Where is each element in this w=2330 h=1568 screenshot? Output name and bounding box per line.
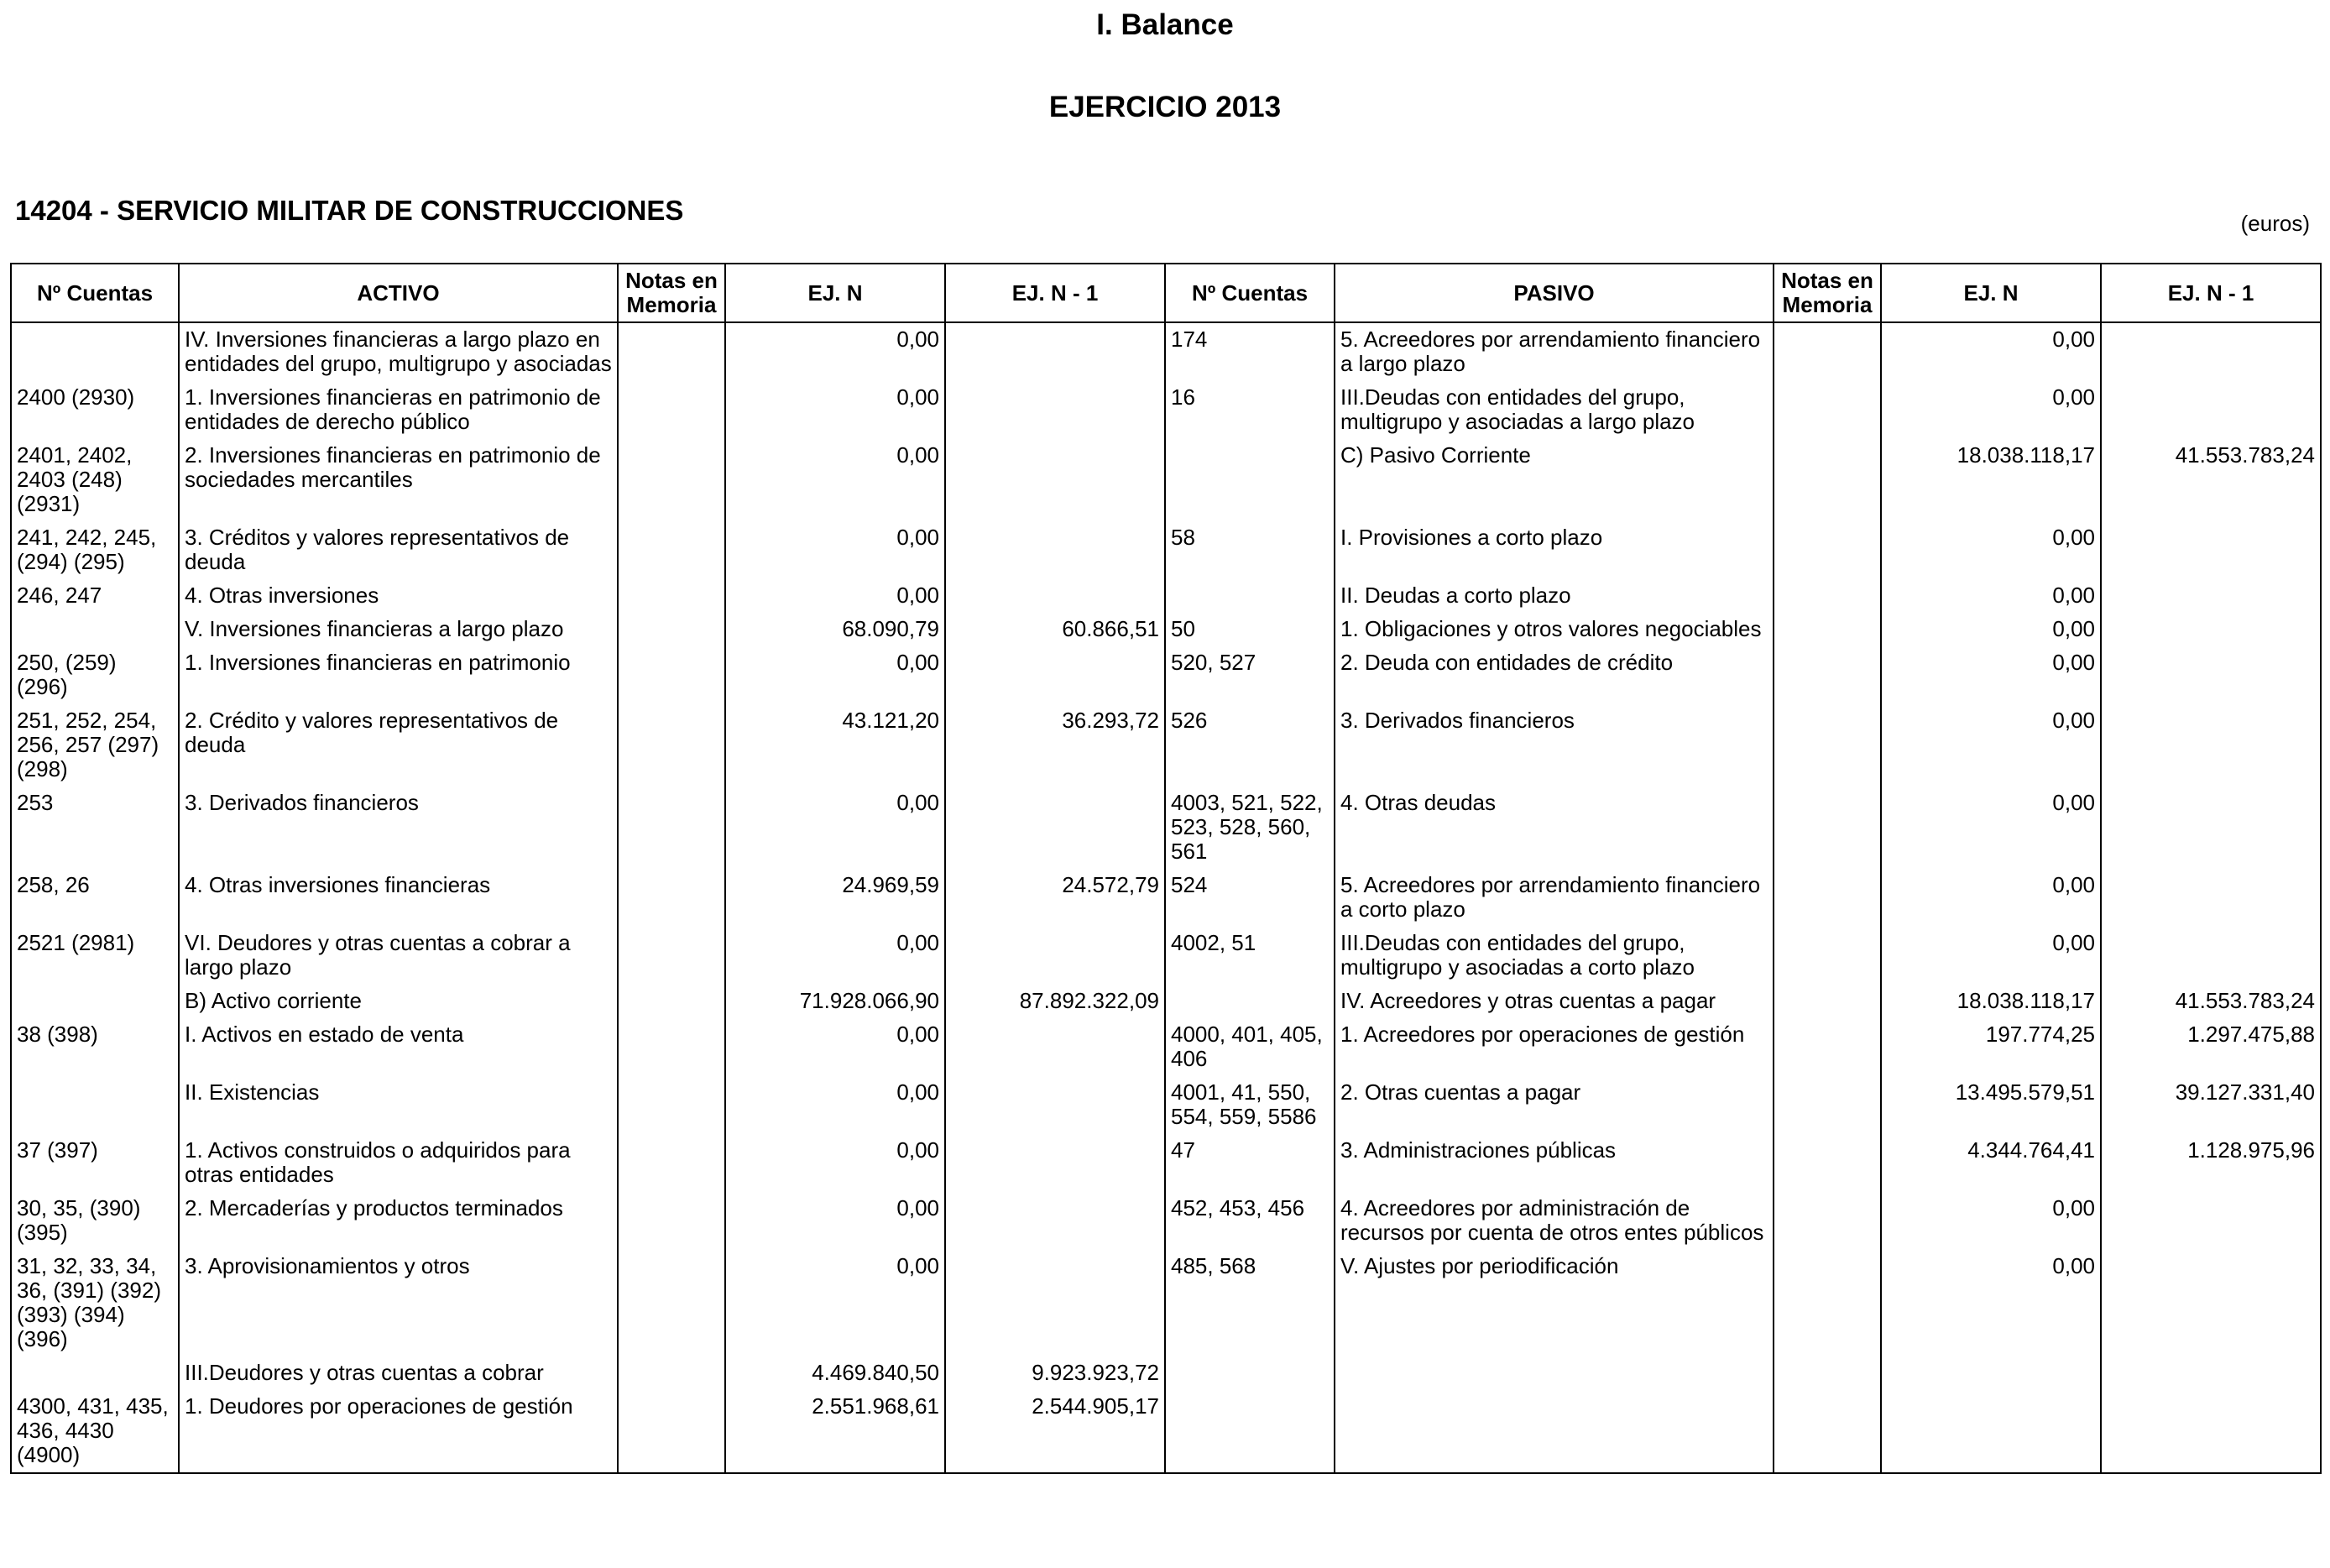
pasivo-ej-n1-cell: 41.553.783,24	[2101, 985, 2321, 1018]
table-row	[11, 613, 2321, 646]
activo-concepto-cell: 4. Otras inversiones financieras	[179, 869, 618, 927]
pasivo-notas-cell	[1774, 985, 1881, 1018]
activo-notas-cell	[618, 1134, 725, 1192]
pasivo-ej-n1-cell: 39.127.331,40	[2101, 1076, 2321, 1134]
activo-notas-cell	[618, 1390, 725, 1473]
pasivo-concepto-cell: 5. Acreedores por arrendamiento financiero a largo plazo	[1335, 322, 1774, 381]
activo-cuentas-cell: 31, 32, 33, 34, 36, (391) (392) (393) (394) (396)	[11, 1250, 179, 1356]
pasivo-cuentas-cell: 485, 568	[1165, 1250, 1335, 1356]
pasivo-ej-n-cell: 0,00	[1881, 1250, 2101, 1356]
pasivo-cuentas-cell: 520, 527	[1165, 646, 1335, 704]
activo-notas-cell	[618, 381, 725, 439]
activo-notas-cell	[618, 869, 725, 927]
activo-notas-cell	[618, 579, 725, 613]
activo-concepto-cell: IV. Inversiones financieras a largo plazo en entidades del grupo, multigrupo y asociadas	[179, 322, 618, 381]
document-title: I. Balance	[1096, 8, 1234, 41]
column-header: Notas en Memoria	[1774, 264, 1881, 322]
table-row	[11, 646, 2321, 704]
pasivo-ej-n1-cell	[2101, 322, 2321, 381]
activo-ej-n-cell: 0,00	[725, 381, 945, 439]
pasivo-ej-n1-cell	[2101, 869, 2321, 927]
activo-concepto-cell: 2. Mercaderías y productos terminados	[179, 1192, 618, 1250]
pasivo-ej-n1-cell: 41.553.783,24	[2101, 439, 2321, 521]
pasivo-concepto-cell: 5. Acreedores por arrendamiento financiero a corto plazo	[1335, 869, 1774, 927]
activo-ej-n1-cell	[945, 439, 1165, 521]
activo-ej-n-cell: 0,00	[725, 322, 945, 381]
pasivo-concepto-cell: 1. Acreedores por operaciones de gestión	[1335, 1018, 1774, 1076]
activo-cuentas-cell: 250, (259) (296)	[11, 646, 179, 704]
pasivo-ej-n1-cell	[2101, 579, 2321, 613]
pasivo-cuentas-cell	[1165, 439, 1335, 521]
activo-ej-n-cell: 4.469.840,50	[725, 1356, 945, 1390]
pasivo-ej-n-cell: 0,00	[1881, 787, 2101, 869]
pasivo-notas-cell	[1774, 1250, 1881, 1356]
activo-cuentas-cell: 2401, 2402, 2403 (248) (2931)	[11, 439, 179, 521]
pasivo-notas-cell	[1774, 1192, 1881, 1250]
pasivo-notas-cell	[1774, 927, 1881, 985]
activo-notas-cell	[618, 787, 725, 869]
table-row	[11, 704, 2321, 787]
table-row	[11, 381, 2321, 439]
table-row	[11, 521, 2321, 579]
pasivo-cuentas-cell	[1165, 579, 1335, 613]
pasivo-cuentas-cell: 16	[1165, 381, 1335, 439]
pasivo-concepto-cell	[1335, 1390, 1774, 1473]
pasivo-ej-n-cell	[1881, 1356, 2101, 1390]
pasivo-cuentas-cell: 47	[1165, 1134, 1335, 1192]
activo-cuentas-cell	[11, 1356, 179, 1390]
table-row	[11, 1356, 2321, 1390]
activo-ej-n1-cell: 60.866,51	[945, 613, 1165, 646]
activo-ej-n-cell: 0,00	[725, 521, 945, 579]
activo-ej-n1-cell	[945, 1076, 1165, 1134]
activo-notas-cell	[618, 1076, 725, 1134]
activo-concepto-cell: 1. Inversiones financieras en patrimonio de entidades de derecho público	[179, 381, 618, 439]
pasivo-ej-n1-cell	[2101, 381, 2321, 439]
column-header: ACTIVO	[179, 264, 618, 322]
activo-ej-n1-cell	[945, 927, 1165, 985]
activo-concepto-cell: 1. Deudores por operaciones de gestión	[179, 1390, 618, 1473]
pasivo-ej-n-cell: 0,00	[1881, 869, 2101, 927]
pasivo-notas-cell	[1774, 646, 1881, 704]
activo-ej-n-cell: 0,00	[725, 646, 945, 704]
pasivo-ej-n-cell: 18.038.118,17	[1881, 985, 2101, 1018]
activo-cuentas-cell: 37 (397)	[11, 1134, 179, 1192]
entity-name: 14204 - SERVICIO MILITAR DE CONSTRUCCIONES	[15, 195, 684, 226]
pasivo-notas-cell	[1774, 704, 1881, 787]
pasivo-concepto-cell: III.Deudas con entidades del grupo, multigrupo y asociadas a corto plazo	[1335, 927, 1774, 985]
pasivo-ej-n1-cell	[2101, 704, 2321, 787]
table-row	[11, 1018, 2321, 1076]
activo-ej-n1-cell: 24.572,79	[945, 869, 1165, 927]
activo-cuentas-cell: 30, 35, (390) (395)	[11, 1192, 179, 1250]
pasivo-ej-n1-cell	[2101, 521, 2321, 579]
activo-cuentas-cell: 253	[11, 787, 179, 869]
pasivo-notas-cell	[1774, 1134, 1881, 1192]
pasivo-cuentas-cell: 4001, 41, 550, 554, 559, 5586	[1165, 1076, 1335, 1134]
activo-notas-cell	[618, 1250, 725, 1356]
column-header: Nº Cuentas	[1165, 264, 1335, 322]
pasivo-ej-n-cell: 197.774,25	[1881, 1018, 2101, 1076]
pasivo-notas-cell	[1774, 381, 1881, 439]
currency-units: (euros)	[2240, 211, 2310, 236]
pasivo-ej-n1-cell	[2101, 1250, 2321, 1356]
activo-concepto-cell: 4. Otras inversiones	[179, 579, 618, 613]
column-header: PASIVO	[1335, 264, 1774, 322]
pasivo-ej-n-cell: 0,00	[1881, 322, 2101, 381]
pasivo-cuentas-cell	[1165, 1356, 1335, 1390]
activo-ej-n1-cell	[945, 646, 1165, 704]
activo-ej-n1-cell	[945, 1250, 1165, 1356]
pasivo-notas-cell	[1774, 613, 1881, 646]
activo-ej-n-cell: 43.121,20	[725, 704, 945, 787]
pasivo-concepto-cell: 3. Administraciones públicas	[1335, 1134, 1774, 1192]
pasivo-concepto-cell: 2. Otras cuentas a pagar	[1335, 1076, 1774, 1134]
pasivo-concepto-cell: 1. Obligaciones y otros valores negociables	[1335, 613, 1774, 646]
activo-concepto-cell: 2. Inversiones financieras en patrimonio de sociedades mercantiles	[179, 439, 618, 521]
pasivo-ej-n-cell: 0,00	[1881, 381, 2101, 439]
activo-ej-n-cell: 68.090,79	[725, 613, 945, 646]
pasivo-ej-n1-cell: 1.128.975,96	[2101, 1134, 2321, 1192]
table-row	[11, 869, 2321, 927]
pasivo-ej-n-cell: 0,00	[1881, 646, 2101, 704]
table-row	[11, 322, 2321, 381]
column-header: Nº Cuentas	[11, 264, 179, 322]
activo-concepto-cell: II. Existencias	[179, 1076, 618, 1134]
activo-ej-n1-cell	[945, 1134, 1165, 1192]
table-row	[11, 927, 2321, 985]
pasivo-ej-n-cell: 0,00	[1881, 613, 2101, 646]
pasivo-ej-n1-cell	[2101, 1356, 2321, 1390]
pasivo-ej-n1-cell	[2101, 613, 2321, 646]
column-header: EJ. N - 1	[945, 264, 1165, 322]
table-row	[11, 985, 2321, 1018]
table-row	[11, 1076, 2321, 1134]
activo-cuentas-cell: 38 (398)	[11, 1018, 179, 1076]
activo-cuentas-cell: 246, 247	[11, 579, 179, 613]
activo-concepto-cell: 1. Inversiones financieras en patrimonio	[179, 646, 618, 704]
pasivo-concepto-cell: 4. Otras deudas	[1335, 787, 1774, 869]
activo-ej-n1-cell: 36.293,72	[945, 704, 1165, 787]
pasivo-concepto-cell: C) Pasivo Corriente	[1335, 439, 1774, 521]
pasivo-ej-n-cell: 0,00	[1881, 521, 2101, 579]
activo-concepto-cell: 3. Créditos y valores representativos de deuda	[179, 521, 618, 579]
activo-notas-cell	[618, 704, 725, 787]
activo-cuentas-cell: 258, 26	[11, 869, 179, 927]
table-row	[11, 1390, 2321, 1473]
pasivo-ej-n-cell: 0,00	[1881, 927, 2101, 985]
activo-notas-cell	[618, 1192, 725, 1250]
activo-ej-n1-cell: 9.923.923,72	[945, 1356, 1165, 1390]
activo-ej-n-cell: 0,00	[725, 1076, 945, 1134]
pasivo-ej-n-cell: 0,00	[1881, 579, 2101, 613]
pasivo-concepto-cell: III.Deudas con entidades del grupo, multigrupo y asociadas a largo plazo	[1335, 381, 1774, 439]
activo-cuentas-cell: 2400 (2930)	[11, 381, 179, 439]
activo-ej-n1-cell	[945, 1018, 1165, 1076]
pasivo-cuentas-cell: 526	[1165, 704, 1335, 787]
pasivo-notas-cell	[1774, 579, 1881, 613]
activo-ej-n-cell: 0,00	[725, 787, 945, 869]
pasivo-ej-n1-cell	[2101, 646, 2321, 704]
activo-ej-n1-cell	[945, 787, 1165, 869]
pasivo-notas-cell	[1774, 1356, 1881, 1390]
pasivo-notas-cell	[1774, 1390, 1881, 1473]
activo-ej-n1-cell	[945, 1192, 1165, 1250]
activo-notas-cell	[618, 439, 725, 521]
activo-concepto-cell: 3. Aprovisionamientos y otros	[179, 1250, 618, 1356]
activo-ej-n-cell: 0,00	[725, 439, 945, 521]
activo-ej-n1-cell	[945, 322, 1165, 381]
balance-table	[10, 263, 2322, 1474]
pasivo-notas-cell	[1774, 521, 1881, 579]
pasivo-concepto-cell: II. Deudas a corto plazo	[1335, 579, 1774, 613]
activo-ej-n1-cell	[945, 381, 1165, 439]
activo-ej-n-cell: 0,00	[725, 1018, 945, 1076]
activo-cuentas-cell	[11, 985, 179, 1018]
activo-cuentas-cell	[11, 322, 179, 381]
activo-ej-n-cell: 2.551.968,61	[725, 1390, 945, 1473]
pasivo-notas-cell	[1774, 1076, 1881, 1134]
pasivo-concepto-cell: V. Ajustes por periodificación	[1335, 1250, 1774, 1356]
activo-notas-cell	[618, 521, 725, 579]
table-row	[11, 1134, 2321, 1192]
pasivo-notas-cell	[1774, 1018, 1881, 1076]
pasivo-ej-n-cell: 0,00	[1881, 1192, 2101, 1250]
table-row	[11, 439, 2321, 521]
activo-notas-cell	[618, 613, 725, 646]
activo-ej-n-cell: 0,00	[725, 1250, 945, 1356]
activo-ej-n1-cell	[945, 521, 1165, 579]
table-row	[11, 1250, 2321, 1356]
pasivo-cuentas-cell: 58	[1165, 521, 1335, 579]
pasivo-cuentas-cell: 524	[1165, 869, 1335, 927]
activo-concepto-cell: 2. Crédito y valores representativos de deuda	[179, 704, 618, 787]
pasivo-ej-n1-cell	[2101, 927, 2321, 985]
activo-concepto-cell: 1. Activos construidos o adquiridos para otras entidades	[179, 1134, 618, 1192]
activo-notas-cell	[618, 985, 725, 1018]
activo-ej-n-cell: 0,00	[725, 1134, 945, 1192]
table-row	[11, 787, 2321, 869]
column-header: EJ. N - 1	[2101, 264, 2321, 322]
activo-notas-cell	[618, 927, 725, 985]
pasivo-cuentas-cell: 50	[1165, 613, 1335, 646]
activo-ej-n-cell: 24.969,59	[725, 869, 945, 927]
pasivo-ej-n1-cell: 1.297.475,88	[2101, 1018, 2321, 1076]
activo-ej-n1-cell: 2.544.905,17	[945, 1390, 1165, 1473]
activo-ej-n1-cell: 87.892.322,09	[945, 985, 1165, 1018]
pasivo-ej-n-cell: 18.038.118,17	[1881, 439, 2101, 521]
activo-cuentas-cell	[11, 1076, 179, 1134]
pasivo-notas-cell	[1774, 322, 1881, 381]
pasivo-concepto-cell: I. Provisiones a corto plazo	[1335, 521, 1774, 579]
pasivo-notas-cell	[1774, 787, 1881, 869]
activo-ej-n-cell: 71.928.066,90	[725, 985, 945, 1018]
pasivo-cuentas-cell: 4002, 51	[1165, 927, 1335, 985]
pasivo-concepto-cell: IV. Acreedores y otras cuentas a pagar	[1335, 985, 1774, 1018]
pasivo-notas-cell	[1774, 439, 1881, 521]
pasivo-notas-cell	[1774, 869, 1881, 927]
activo-notas-cell	[618, 322, 725, 381]
activo-notas-cell	[618, 646, 725, 704]
pasivo-cuentas-cell	[1165, 1390, 1335, 1473]
fiscal-year: EJERCICIO 2013	[1048, 91, 1282, 123]
pasivo-ej-n-cell	[1881, 1390, 2101, 1473]
pasivo-concepto-cell: 2. Deuda con entidades de crédito	[1335, 646, 1774, 704]
column-header: Notas en Memoria	[618, 264, 725, 322]
activo-ej-n-cell: 0,00	[725, 927, 945, 985]
pasivo-cuentas-cell: 4003, 521, 522, 523, 528, 560, 561	[1165, 787, 1335, 869]
pasivo-concepto-cell: 3. Derivados financieros	[1335, 704, 1774, 787]
pasivo-cuentas-cell	[1165, 985, 1335, 1018]
activo-cuentas-cell: 241, 242, 245, (294) (295)	[11, 521, 179, 579]
column-header: EJ. N	[725, 264, 945, 322]
activo-concepto-cell: V. Inversiones financieras a largo plazo	[179, 613, 618, 646]
activo-cuentas-cell: 4300, 431, 435, 436, 4430 (4900)	[11, 1390, 179, 1473]
pasivo-cuentas-cell: 452, 453, 456	[1165, 1192, 1335, 1250]
activo-cuentas-cell: 251, 252, 254, 256, 257 (297) (298)	[11, 704, 179, 787]
activo-concepto-cell: III.Deudores y otras cuentas a cobrar	[179, 1356, 618, 1390]
table-row	[11, 1192, 2321, 1250]
activo-ej-n1-cell	[945, 579, 1165, 613]
activo-concepto-cell: 3. Derivados financieros	[179, 787, 618, 869]
pasivo-ej-n1-cell	[2101, 1390, 2321, 1473]
pasivo-ej-n-cell: 0,00	[1881, 704, 2101, 787]
activo-ej-n-cell: 0,00	[725, 1192, 945, 1250]
activo-concepto-cell: I. Activos en estado de venta	[179, 1018, 618, 1076]
table-row	[11, 579, 2321, 613]
pasivo-concepto-cell: 4. Acreedores por administración de recursos por cuenta de otros entes públicos	[1335, 1192, 1774, 1250]
pasivo-ej-n1-cell	[2101, 1192, 2321, 1250]
pasivo-cuentas-cell: 174	[1165, 322, 1335, 381]
activo-concepto-cell: VI. Deudores y otras cuentas a cobrar a largo plazo	[179, 927, 618, 985]
pasivo-ej-n1-cell	[2101, 787, 2321, 869]
pasivo-concepto-cell	[1335, 1356, 1774, 1390]
pasivo-ej-n-cell: 13.495.579,51	[1881, 1076, 2101, 1134]
activo-concepto-cell: B) Activo corriente	[179, 985, 618, 1018]
activo-notas-cell	[618, 1018, 725, 1076]
activo-notas-cell	[618, 1356, 725, 1390]
pasivo-cuentas-cell: 4000, 401, 405, 406	[1165, 1018, 1335, 1076]
activo-cuentas-cell	[11, 613, 179, 646]
activo-ej-n-cell: 0,00	[725, 579, 945, 613]
activo-cuentas-cell: 2521 (2981)	[11, 927, 179, 985]
column-header: EJ. N	[1881, 264, 2101, 322]
pasivo-ej-n-cell: 4.344.764,41	[1881, 1134, 2101, 1192]
table-header-row	[11, 264, 2321, 322]
